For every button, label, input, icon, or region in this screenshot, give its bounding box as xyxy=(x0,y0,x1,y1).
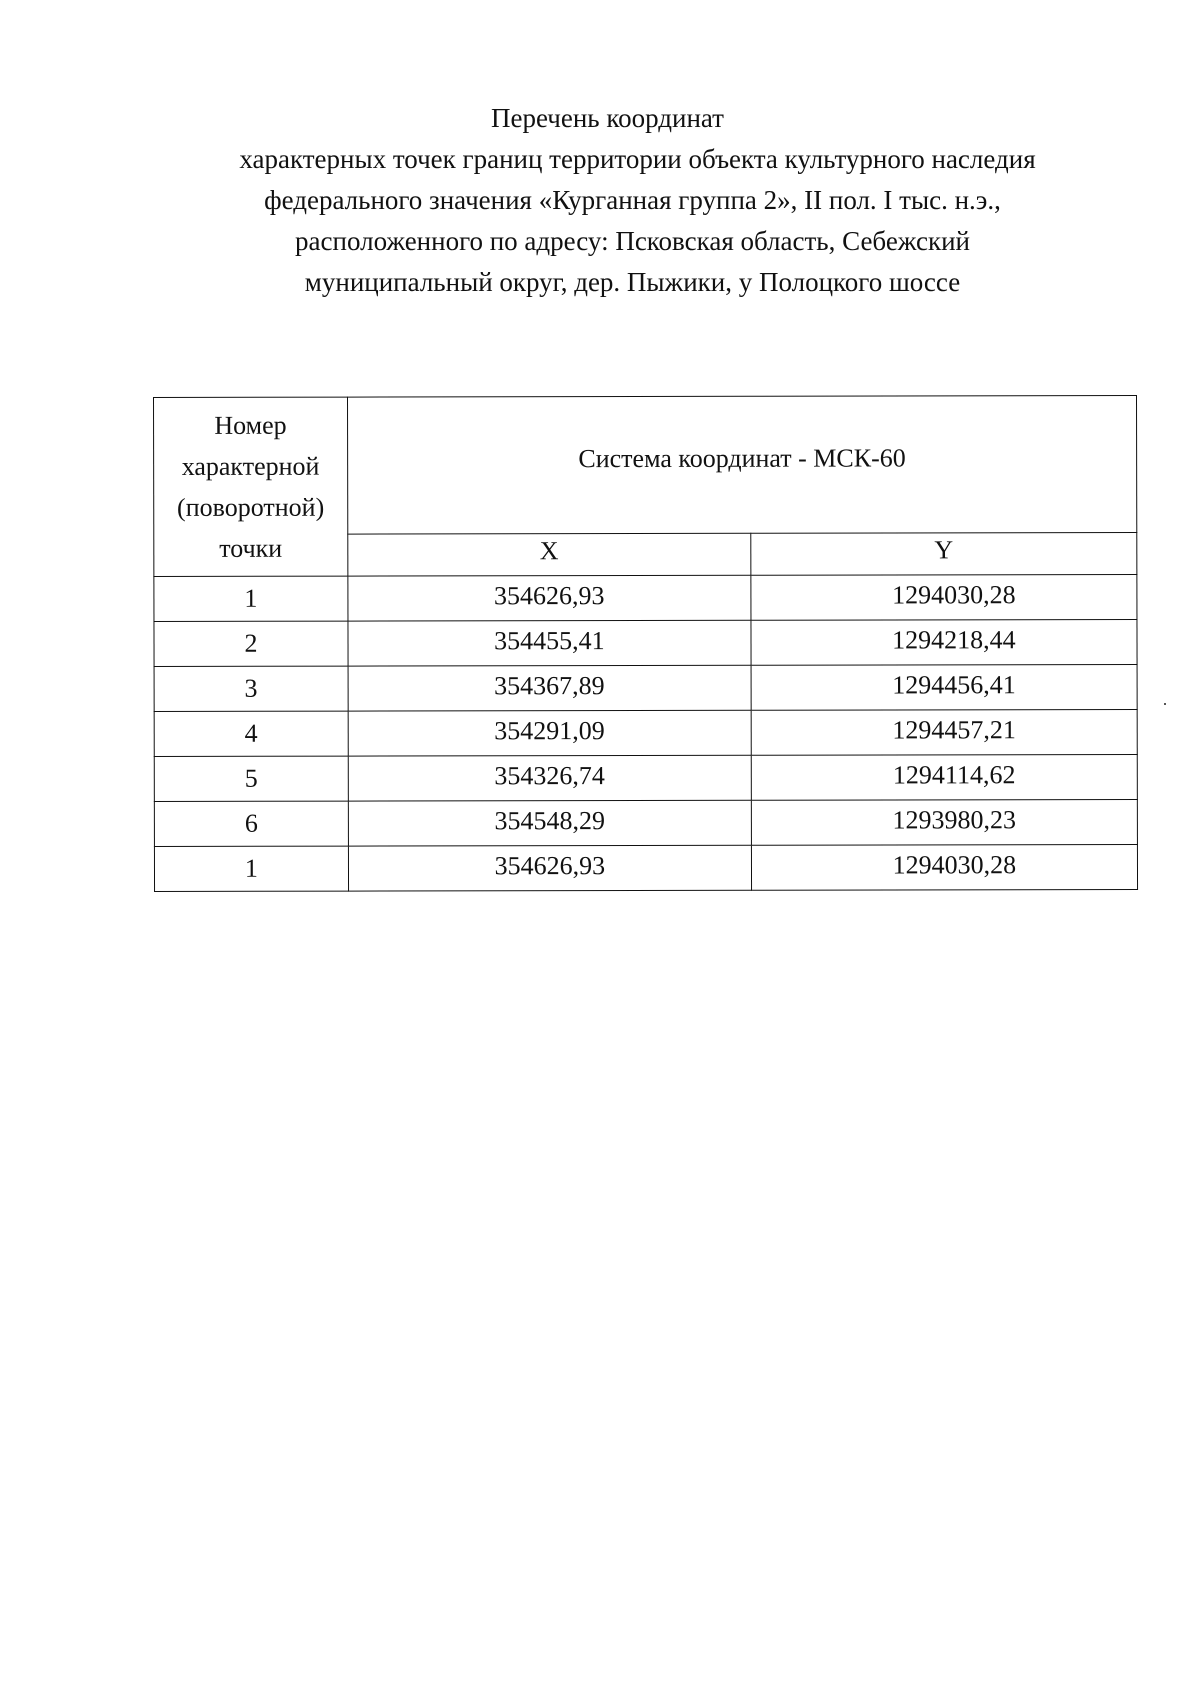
table-row xyxy=(154,844,1137,891)
point-number-cell: 2 xyxy=(154,621,348,666)
y-column-header xyxy=(751,533,1137,576)
scan-speck xyxy=(1164,703,1166,705)
document-title xyxy=(120,98,1120,303)
x-value: 354326,74 xyxy=(494,761,605,791)
x-column-header xyxy=(348,534,751,577)
x-coordinate-cell xyxy=(348,665,751,711)
title-line: расположенного по адресу: Псковская область, Себежский xyxy=(295,226,970,256)
point-number-cell: 4 xyxy=(154,711,348,756)
x-coordinate-cell xyxy=(348,845,751,891)
point-number-cell: 1 xyxy=(154,576,348,621)
table-row xyxy=(154,799,1137,846)
coordinate-system-header xyxy=(347,395,1136,534)
coordinate-system-label: Система координат - МСК-60 xyxy=(578,443,906,474)
point-number-cell: 6 xyxy=(154,801,348,846)
point-header-line: (поворотной) xyxy=(177,492,325,522)
x-value: 354626,93 xyxy=(494,851,606,881)
title-line: федерального значения «Курганная группа 2», II пол. I тыс. н.э., xyxy=(264,185,1001,215)
y-value: 1294114,62 xyxy=(892,760,1016,790)
table-row xyxy=(154,754,1137,801)
x-value: 354367,89 xyxy=(494,671,605,701)
x-value: 354548,29 xyxy=(494,806,605,836)
table-row xyxy=(154,664,1137,711)
y-value: 1294030,28 xyxy=(892,850,1017,880)
y-coordinate-cell xyxy=(751,799,1137,845)
title-line: характерных точек границ территории объекта культурного наследия xyxy=(239,144,1036,174)
point-header-line: Номер xyxy=(214,410,287,440)
point-header-line: характерной xyxy=(181,451,320,481)
y-value: 1294456,41 xyxy=(892,670,1016,700)
y-value: 1294218,44 xyxy=(892,625,1016,655)
y-coordinate-cell xyxy=(751,574,1137,620)
x-coordinate-cell xyxy=(348,800,751,846)
y-value: 1294457,21 xyxy=(892,715,1016,745)
y-value: 1293980,23 xyxy=(892,805,1017,835)
x-coordinate-cell xyxy=(348,755,751,801)
y-coordinate-cell xyxy=(751,754,1137,800)
table-row xyxy=(154,574,1137,621)
table-row xyxy=(154,619,1137,666)
point-number-cell: 1 xyxy=(154,846,348,891)
x-header-label: X xyxy=(539,535,559,565)
table-row xyxy=(154,709,1137,756)
y-coordinate-cell xyxy=(751,664,1137,710)
point-number-cell: 3 xyxy=(154,666,348,711)
x-coordinate-cell xyxy=(348,710,751,756)
x-value: 354455,41 xyxy=(494,626,605,656)
x-coordinate-cell xyxy=(348,575,751,621)
table-body xyxy=(154,574,1138,891)
point-header-line: точки xyxy=(219,533,283,563)
y-coordinate-cell xyxy=(751,619,1137,665)
x-value: 354626,93 xyxy=(493,581,605,611)
title-line: муниципальный округ, дер. Пыжики, у Полоцкого шоссе xyxy=(304,267,961,297)
title-line: Перечень координат xyxy=(491,103,724,133)
x-value: 354291,09 xyxy=(494,716,605,746)
point-number-cell: 5 xyxy=(154,756,348,801)
table-header-row xyxy=(154,395,1137,534)
y-header-label: Y xyxy=(934,534,954,565)
y-value: 1294030,28 xyxy=(892,580,1016,610)
point-number-header xyxy=(154,397,348,576)
y-coordinate-cell xyxy=(751,844,1137,890)
coordinates-table xyxy=(153,395,1138,892)
x-coordinate-cell xyxy=(348,620,751,666)
y-coordinate-cell xyxy=(751,709,1137,755)
